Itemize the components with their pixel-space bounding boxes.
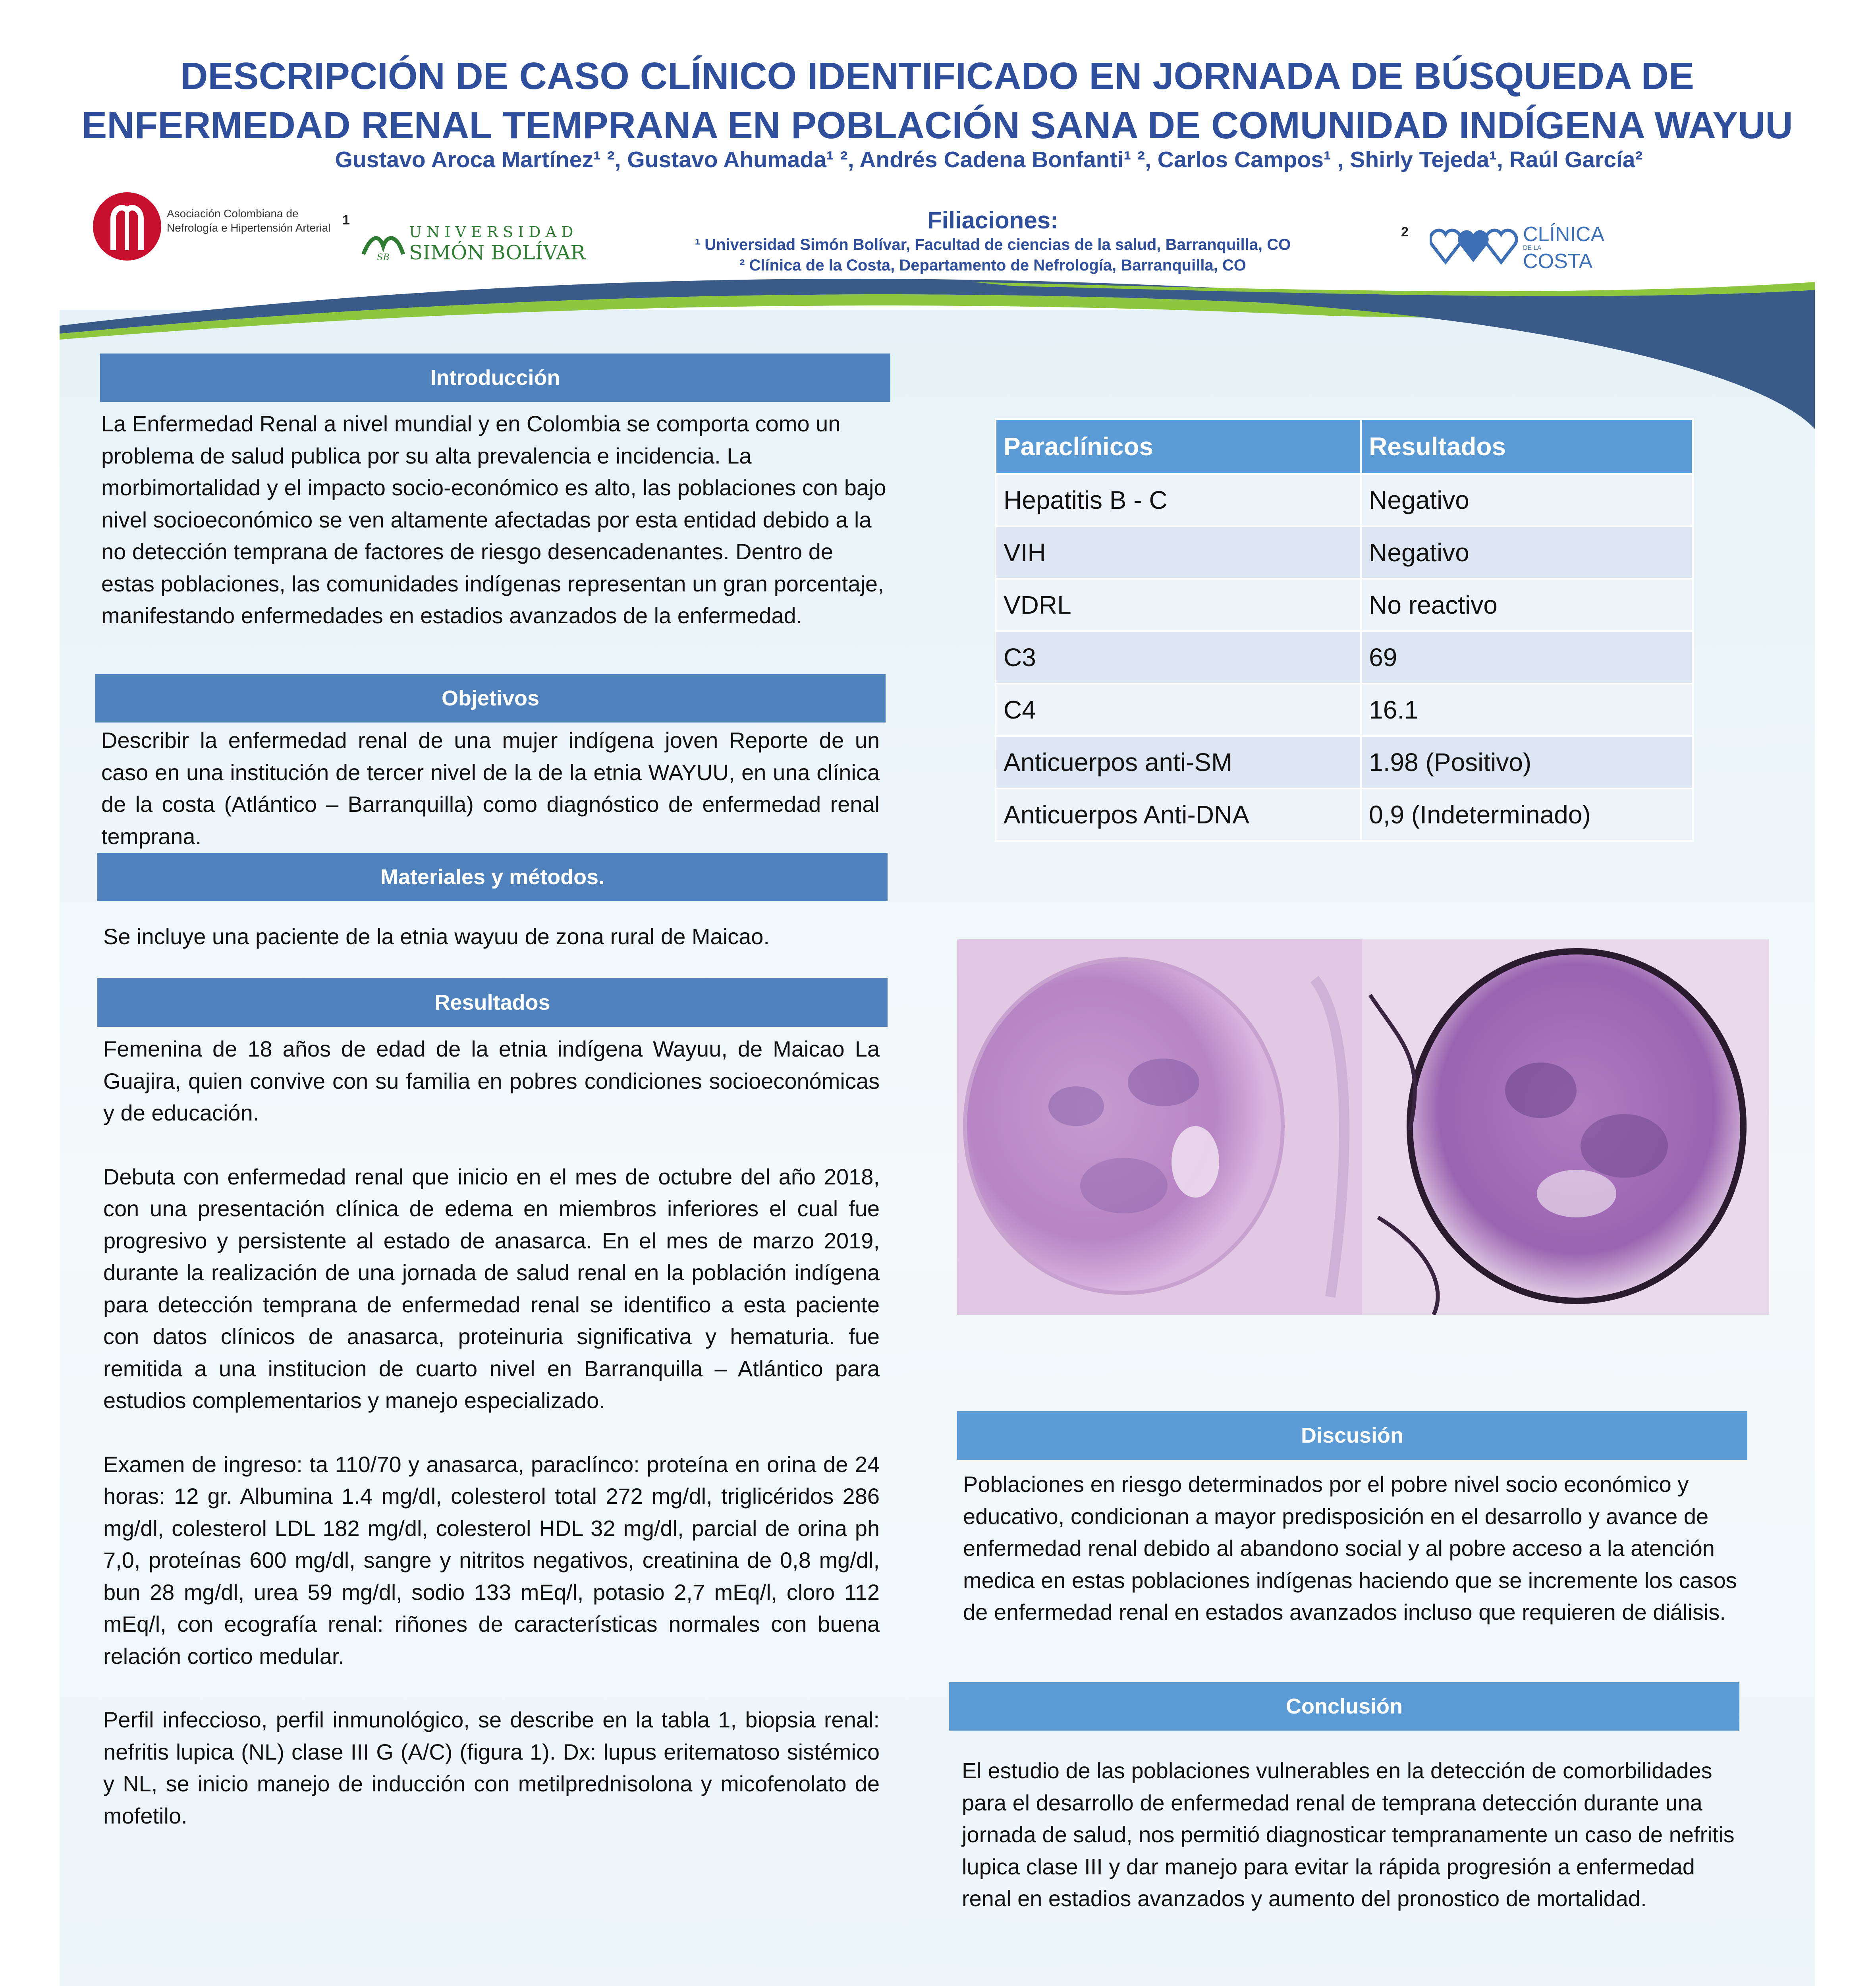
table-row	[996, 684, 1693, 736]
intro-text: La Enfermedad Renal a nivel mundial y en Colombia se comporta como un problema de salud publica por su alta prevalencia e incidencia. La morbimortalidad y el impacto socio-económico es alto, las poblaciones con bajo nivel socioeconómico se ven altamente afectadas por esta entidad debido a la no detección temprana de factores de riesgo desencadenantes. Dentro de estas poblaciones, las comunidades indígenas representan un gran porcentaje, manifestando enfermedades en estadios avanzados de la enfermedad.	[101, 411, 886, 628]
resultados-paragraph-1: Femenina de 18 años de edad de la etnia indígena Wayuu, de Maicao La Guajira, quien convive con su familia en pobres condiciones socioeconómicas y de educación.	[103, 1036, 880, 1125]
table-cell: Anticuerpos Anti-DNA	[996, 788, 1361, 841]
table-cell: 0,9 (Indeterminado)	[1361, 788, 1693, 841]
affiliation-1: ¹ Universidad Simón Bolívar, Facultad de ciencias de la salud, Barranquilla, CO	[695, 236, 1291, 253]
conclusion-heading: Conclusión	[949, 1682, 1739, 1731]
table-cell: Hepatitis B - C	[996, 474, 1361, 526]
table-row	[996, 788, 1693, 841]
acnh-emblem-icon	[91, 187, 163, 266]
cc-line-2: COSTA	[1523, 250, 1593, 273]
table-cell: 16.1	[1361, 684, 1693, 736]
table-header-cell: Paraclínicos	[996, 419, 1361, 474]
clinica-costa-logo	[1430, 220, 1612, 273]
usb-line-1: UNIVERSIDAD	[409, 223, 578, 241]
logo-superscript-2: 2	[1401, 224, 1409, 240]
objetivos-heading: Objetivos	[95, 674, 886, 723]
conclusion-text: El estudio de las poblaciones vulnerables en la detección de comorbilidades para el desarrollo de enfermedad renal de temprana detección durante una jornada de salud, nos permitió diagnosticar tempranamente un caso de nefritis lupica clase III y dar manejo para evitar la rápida progresión a enfermedad renal en estadios avanzados y aumento del pronostico de mortalidad.	[962, 1758, 1735, 1911]
resultados-paragraph-2: Debuta con enfermedad renal que inicio en el mes de octubre del año 2018, con una presentación clínica de edema en miembros inferiores el cual fue progresivo y persistente al estado de anasarca. En el mes de marzo 2019, durante la realización de una jornada de salud renal en la población indígena para detección temprana de enfermedad renal se identifico a esta paciente con datos clínicos de anasarca, proteinuria significativa y hematuria. fue remitida a una institucion de cuarto nivel en Barranquilla – Atlántico para estudios complementarios y manejo especializado.	[103, 1164, 880, 1413]
svg-text:SB: SB	[377, 253, 390, 262]
table-cell: C3	[996, 631, 1361, 684]
table-row	[996, 474, 1693, 526]
usb-line-2: SIMÓN BOLÍVAR	[409, 241, 585, 264]
logo-superscript-1: 1	[342, 213, 350, 228]
resultados-text	[103, 1033, 880, 1832]
usb-emblem-icon	[359, 226, 407, 262]
hearts-icon	[1430, 222, 1521, 266]
table-cell: VDRL	[996, 579, 1361, 631]
lab-results-table	[995, 418, 1694, 842]
table-cell: 1.98 (Positivo)	[1361, 736, 1693, 788]
cc-small: DE LA	[1523, 245, 1542, 251]
table-cell: Negativo	[1361, 526, 1693, 579]
table-row	[996, 579, 1693, 631]
objetivos-text: Describir la enfermedad renal de una mujer indígena joven Reporte de un caso en una institución de tercer nivel de la de la etnia WAYUU, en una clínica de la costa (Atlántico – Barranquilla) como diagnóstico de enfermedad renal temprana.	[101, 728, 880, 849]
table-cell: C4	[996, 684, 1361, 736]
affiliations-heading: Filiaciones:	[927, 207, 1059, 234]
resultados-paragraph-3: Examen de ingreso: ta 110/70 y anasarca, paraclínco: proteína en orina de 24 horas: 12 gr. Albumina 1.4 mg/dl, colesterol total 272 mg/dl, triglicéridos 286 mg/dl, colesterol LDL 182 mg/dl, colesterol HDL 32 mg/dl, parcial de orina ph 7,0, proteínas 600 mg/dl, sangre y nitritos negativos, creatinina de 0,8 mg/dl, bun 28 mg/dl, urea 59 mg/dl, sodio 133 mEq/l, potasio 2,7 mEq/l, cloro 112 mEq/l, con ecografía renal: riñones de características normales con buena relación cortico medular.	[103, 1451, 880, 1669]
table-cell: 69	[1361, 631, 1693, 684]
acnh-line-2: Nefrología e Hipertensión Arterial	[167, 222, 331, 234]
resultados-heading: Resultados	[97, 978, 888, 1027]
discusion-heading: Discusión	[957, 1411, 1747, 1460]
table-row	[996, 736, 1693, 788]
intro-heading: Introducción	[100, 354, 890, 402]
table-header-row	[996, 419, 1693, 474]
materiales-heading: Materiales y métodos.	[97, 853, 888, 901]
discusion-text: Poblaciones en riesgo determinados por el pobre nivel socio económico y educativo, condicionan a mayor predisposición en el desarrollo y avance de enfermedad renal debido al abandono social y al pobre acceso a la atención medica en estas poblaciones indígenas haciendo que se incremente los casos de enfermedad renal en estados avanzados incluso que requieren de diálisis.	[963, 1472, 1737, 1625]
table-cell: No reactivo	[1361, 579, 1693, 631]
renal-biopsy-micrographs	[957, 939, 1769, 1315]
table-cell: Negativo	[1361, 474, 1693, 526]
table-cell: VIH	[996, 526, 1361, 579]
table-row	[996, 631, 1693, 684]
usb-logo	[359, 222, 606, 266]
cc-line-1: CLÍNICA	[1523, 223, 1605, 246]
acnh-logo	[91, 187, 345, 266]
poster-title: DESCRIPCIÓN DE CASO CLÍNICO IDENTIFICADO EN JORNADA DE BÚSQUEDA DE ENFERMEDAD RENAL TEMPRANA EN POBLACIÓN SANA DE COMUNIDAD INDÍGENA WAYUU	[81, 55, 1793, 147]
authors: Gustavo Aroca Martínez¹ ², Gustavo Ahumada¹ ², Andrés Cadena Bonfanti¹ ², Carlos Campos¹ , Shirly Tejeda¹, Raúl García²	[335, 147, 1643, 172]
acnh-line-1: Asociación Colombiana de	[167, 207, 299, 220]
table-row	[996, 526, 1693, 579]
affiliations	[516, 207, 1469, 276]
materiales-text: Se incluye una paciente de la etnia wayuu de zona rural de Maicao.	[103, 924, 770, 949]
table-header-cell: Resultados	[1361, 419, 1693, 474]
table-cell: Anticuerpos anti-SM	[996, 736, 1361, 788]
resultados-paragraph-4: Perfil infeccioso, perfil inmunológico, se describe en la tabla 1, biopsia renal: nefritis lupica (NL) clase III G (A/C) (figura 1). Dx: lupus eritematoso sistémico y NL, se inicio manejo de inducción con metilprednisolona y micofenolato de mofetilo.	[103, 1707, 880, 1828]
affiliation-2: ² Clínica de la Costa, Departamento de Nefrología, Barranquilla, CO	[739, 257, 1246, 274]
